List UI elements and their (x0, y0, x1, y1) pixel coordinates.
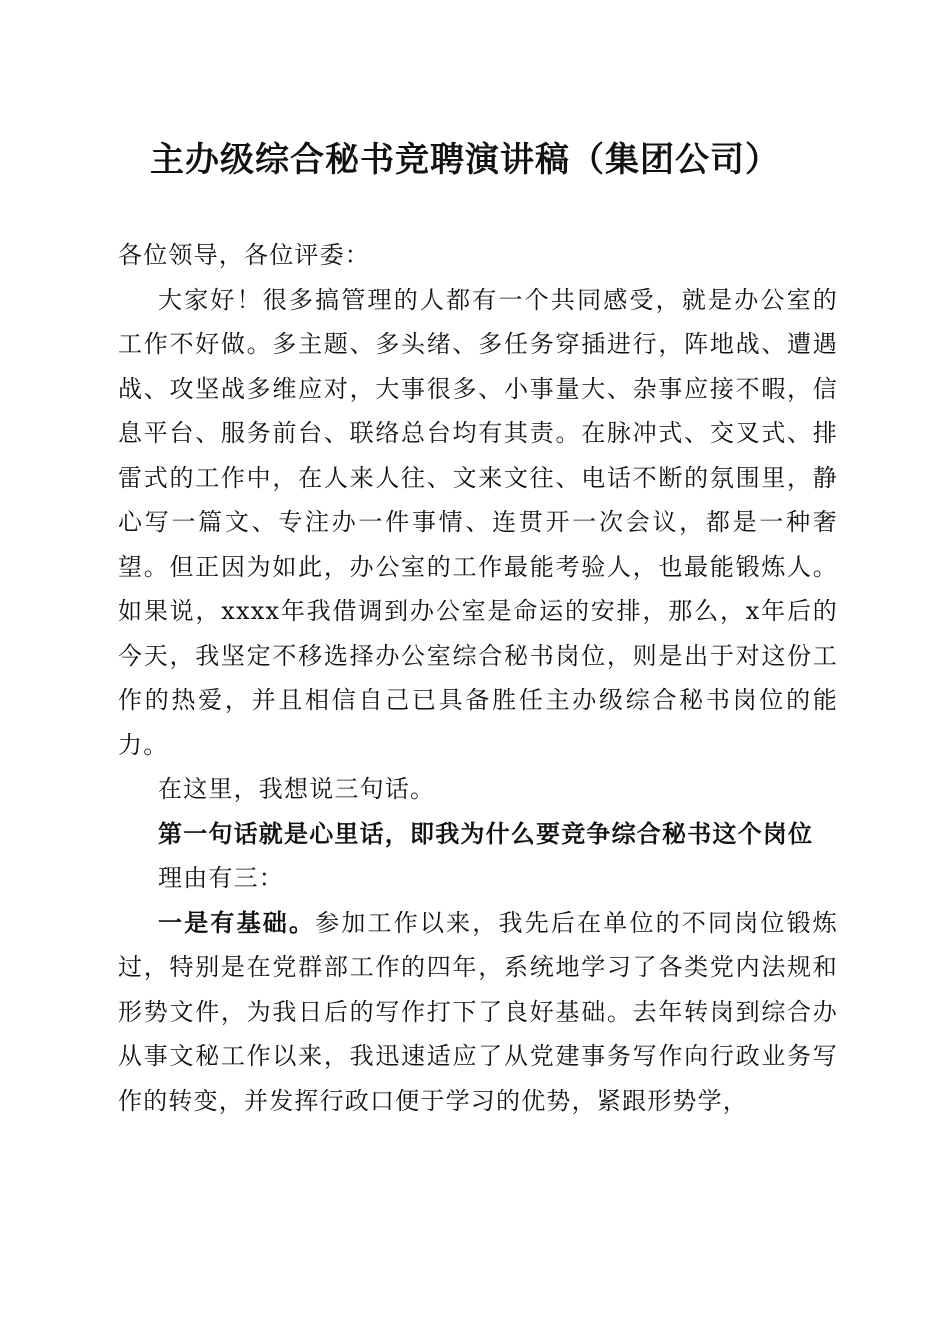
point-one-text: 参加工作以来，我先后在单位的不同岗位锻炼过，特别是在党群部工作的四年，系统地学习了各类党内法规和形势文件，为我日后的写作打下了良好基础。去年转岗到综合办从事文秘工作以来，我迅速适应了从党建事务写作向行政业务写作的转变，并发挥行政口便于学习的优势，紧跟形势学， (118, 908, 839, 1115)
document-body (118, 233, 838, 1123)
paragraph-three-sentences: 在这里，我想说三句话。 (158, 775, 436, 803)
paragraph-reasons: 理由有三： (158, 864, 284, 892)
document-title: 主办级综合秘书竞聘演讲稿（集团公司） (150, 140, 780, 180)
paragraph-point-one (118, 901, 838, 1124)
paragraph-intro: 大家好！很多搞管理的人都有一个共同感受，就是办公室的工作不好做。多主题、多头绪、多任务穿插进行，阵地战、遭遇战、攻坚战多维应对，大事很多、小事量大、杂事应接不暇，信息平台、服务前台、联络总台均有其责。在脉冲式、交叉式、排雷式的工作中，在人来人往、文来文往、电话不断的氛围里，静心写一篇文、专注办一件事情、连贯开一次会议，都是一种奢望。但正因为如此，办公室的工作最能考验人，也最能锻炼人。如果说，xxxx年我借调到办公室是命运的安排，那么，x年后的今天，我坚定不移选择办公室综合秘书岗位，则是出于对这份工作的热爱，并且相信自己已具备胜任主办级综合秘书岗位的能力。 (118, 285, 838, 759)
heading-first-sentence: 第一句话就是心里话，即我为什么要竞争综合秘书这个岗位 (158, 818, 814, 848)
point-one-lead: 一是有基础。 (158, 907, 316, 937)
salutation: 各位领导，各位评委： (118, 241, 370, 269)
